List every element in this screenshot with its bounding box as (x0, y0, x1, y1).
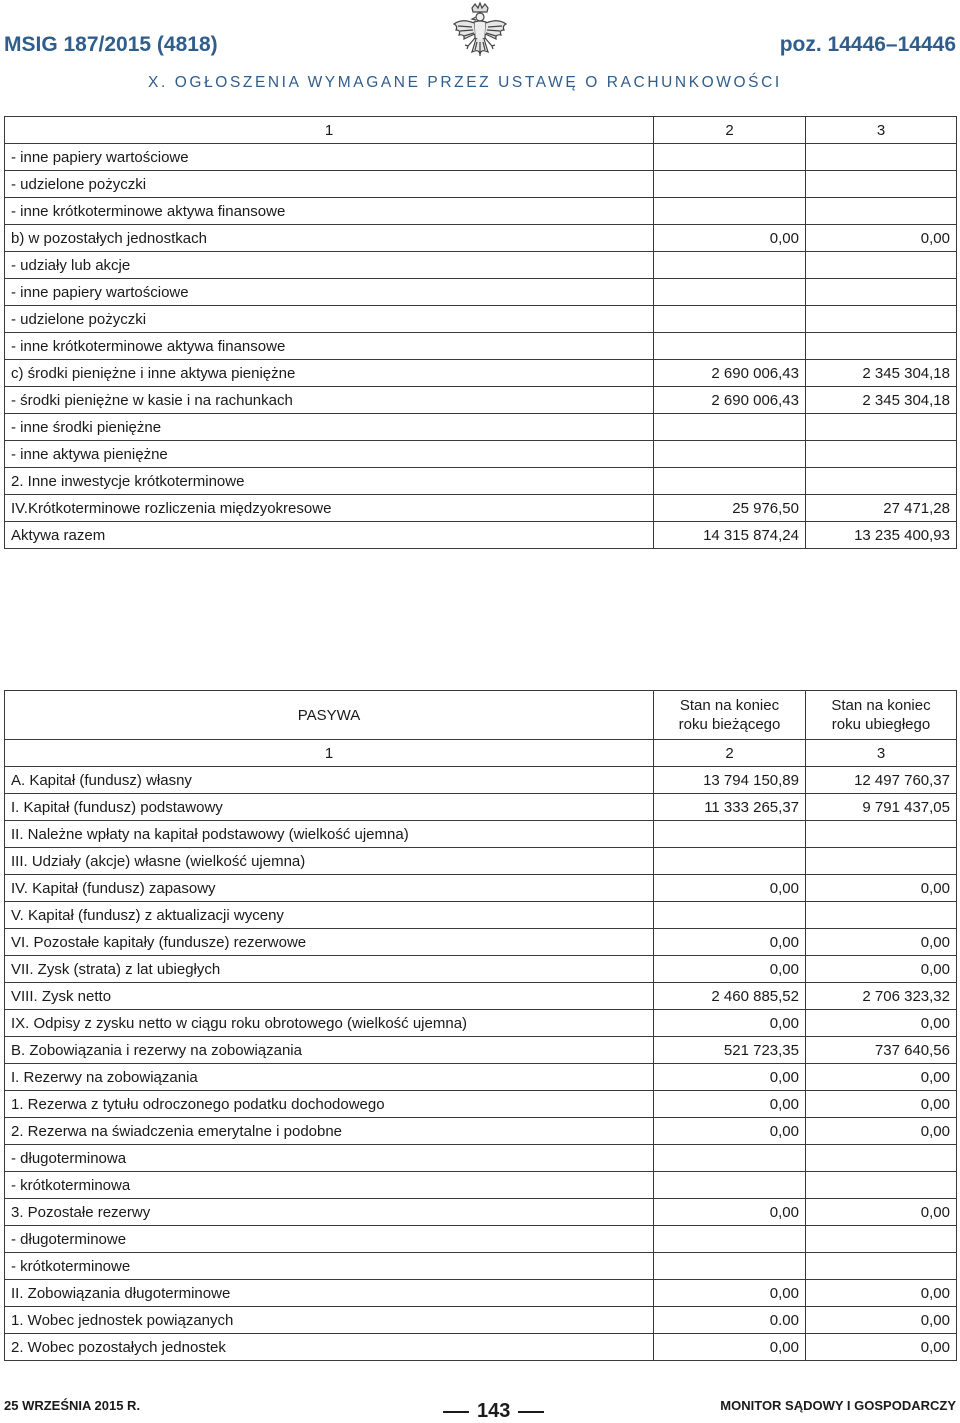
publication-name: MONITOR SĄDOWY I GOSPODARCZY (720, 1398, 956, 1413)
table-row (5, 1253, 957, 1280)
table-title: PASYWA (5, 691, 654, 740)
table-row (5, 414, 957, 441)
row-label: - inne papiery wartościowe (5, 144, 654, 171)
current-year-value (654, 306, 806, 333)
table-row (5, 1010, 957, 1037)
previous-year-value: 27 471,28 (806, 495, 957, 522)
current-year-value: 0.00 (654, 1307, 806, 1334)
table-row (5, 495, 957, 522)
previous-year-value: 0,00 (806, 1334, 957, 1361)
current-year-value (654, 1253, 806, 1280)
row-label: III. Udziały (akcje) własne (wielkość ujemna) (5, 848, 654, 875)
previous-year-value (806, 821, 957, 848)
table-header-row (5, 691, 957, 740)
row-label: - udziały lub akcje (5, 252, 654, 279)
row-label: 2. Wobec pozostałych jednostek (5, 1334, 654, 1361)
table-row (5, 875, 957, 902)
row-label: IX. Odpisy z zysku netto w ciągu roku obrotowego (wielkość ujemna) (5, 1010, 654, 1037)
table-row (5, 279, 957, 306)
current-year-value: 521 723,35 (654, 1037, 806, 1064)
row-label: 2. Rezerwa na świadczenia emerytalne i podobne (5, 1118, 654, 1145)
current-year-value (654, 1172, 806, 1199)
assets-table-body (5, 117, 957, 549)
previous-year-value: 737 640,56 (806, 1037, 957, 1064)
previous-year-value (806, 1253, 957, 1280)
previous-year-value: 2 706 323,32 (806, 983, 957, 1010)
table-row (5, 821, 957, 848)
table-row (5, 144, 957, 171)
row-label: b) w pozostałych jednostkach (5, 225, 654, 252)
previous-year-value (806, 171, 957, 198)
current-year-value: 13 794 150,89 (654, 767, 806, 794)
row-label: - inne aktywa pieniężne (5, 441, 654, 468)
previous-year-value (806, 333, 957, 360)
table-row (5, 1037, 957, 1064)
current-year-value (654, 144, 806, 171)
row-label: VI. Pozostałe kapitały (fundusze) rezerwowe (5, 929, 654, 956)
current-year-value (654, 848, 806, 875)
current-year-value (654, 1145, 806, 1172)
table-row (5, 1307, 957, 1334)
previous-year-value (806, 306, 957, 333)
current-year-value: 0,00 (654, 1280, 806, 1307)
table-row (5, 983, 957, 1010)
column-number: 2 (654, 740, 806, 767)
table-row (5, 306, 957, 333)
previous-year-value: 12 497 760,37 (806, 767, 957, 794)
header-line: roku ubiegłego (831, 716, 931, 733)
row-label: - środki pieniężne w kasie i na rachunkach (5, 387, 654, 414)
column-number: 2 (654, 117, 806, 144)
current-year-value (654, 1226, 806, 1253)
table-row (5, 1334, 957, 1361)
position-number: poz. 14446–14446 (779, 33, 956, 56)
row-label: - krótkoterminowa (5, 1172, 654, 1199)
polish-eagle-emblem-icon (450, 2, 510, 64)
table-row (5, 1172, 957, 1199)
row-label: Aktywa razem (5, 522, 654, 549)
previous-year-value (806, 848, 957, 875)
current-year-value: 0,00 (654, 1334, 806, 1361)
previous-year-value: 9 791 437,05 (806, 794, 957, 821)
table-row (5, 252, 957, 279)
previous-year-value: 0,00 (806, 1118, 957, 1145)
current-year-value (654, 279, 806, 306)
section-title: X. OGŁOSZENIA WYMAGANE PRZEZ USTAWĘ O RACHUNKOWOŚCI (148, 74, 782, 91)
row-label: A. Kapitał (fundusz) własny (5, 767, 654, 794)
assets-table (4, 116, 957, 549)
previous-year-value (806, 902, 957, 929)
liabilities-table (4, 690, 957, 1361)
current-year-value: 0,00 (654, 1118, 806, 1145)
current-year-value (654, 821, 806, 848)
table-row (5, 1091, 957, 1118)
row-label: - udzielone pożyczki (5, 306, 654, 333)
previous-year-value: 13 235 400,93 (806, 522, 957, 549)
column-number-row (5, 740, 957, 767)
current-year-value (654, 333, 806, 360)
liabilities-table-body (5, 691, 957, 1361)
journal-issue: MSIG 187/2015 (4818) (4, 33, 218, 56)
row-label: - długoterminowa (5, 1145, 654, 1172)
previous-year-value (806, 252, 957, 279)
table-row (5, 794, 957, 821)
current-year-value (654, 468, 806, 495)
row-label: II. Należne wpłaty na kapitał podstawowy (wielkość ujemna) (5, 821, 654, 848)
table-row (5, 1118, 957, 1145)
previous-year-value: 0,00 (806, 1010, 957, 1037)
previous-year-value: 0,00 (806, 875, 957, 902)
current-year-value: 0,00 (654, 929, 806, 956)
previous-year-value (806, 144, 957, 171)
row-label: IV. Kapitał (fundusz) zapasowy (5, 875, 654, 902)
previous-year-value (806, 279, 957, 306)
previous-year-value: 2 345 304,18 (806, 387, 957, 414)
table-row (5, 441, 957, 468)
current-year-value (654, 441, 806, 468)
previous-year-value: 0,00 (806, 929, 957, 956)
row-label: - inne krótkoterminowe aktywa finansowe (5, 333, 654, 360)
previous-year-value (806, 1172, 957, 1199)
page-number: 143 (435, 1400, 552, 1423)
table-row (5, 1064, 957, 1091)
row-label: VIII. Zysk netto (5, 983, 654, 1010)
previous-year-value: 2 345 304,18 (806, 360, 957, 387)
current-year-header (654, 691, 806, 740)
table-row (5, 902, 957, 929)
current-year-value (654, 414, 806, 441)
current-year-value (654, 171, 806, 198)
table-row (5, 522, 957, 549)
current-year-value: 0,00 (654, 956, 806, 983)
header-line: roku bieżącego (678, 716, 781, 733)
table-row (5, 1145, 957, 1172)
column-number: 1 (5, 117, 654, 144)
row-label: VII. Zysk (strata) z lat ubiegłych (5, 956, 654, 983)
row-label: - udzielone pożyczki (5, 171, 654, 198)
table-row (5, 767, 957, 794)
row-label: I. Rezerwy na zobowiązania (5, 1064, 654, 1091)
table-row (5, 333, 957, 360)
previous-year-value: 0,00 (806, 225, 957, 252)
current-year-value: 11 333 265,37 (654, 794, 806, 821)
issue-date: 25 WRZEŚNIA 2015 R. (4, 1398, 141, 1413)
table-row (5, 360, 957, 387)
row-label: 3. Pozostałe rezerwy (5, 1199, 654, 1226)
table-row (5, 1226, 957, 1253)
previous-year-value: 0,00 (806, 1307, 957, 1334)
column-number-row (5, 117, 957, 144)
current-year-value: 14 315 874,24 (654, 522, 806, 549)
table-row (5, 225, 957, 252)
row-label: - krótkoterminowe (5, 1253, 654, 1280)
previous-year-value (806, 414, 957, 441)
row-label: - inne krótkoterminowe aktywa finansowe (5, 198, 654, 225)
previous-year-value: 0,00 (806, 1091, 957, 1118)
previous-year-value (806, 1226, 957, 1253)
current-year-value: 2 460 885,52 (654, 983, 806, 1010)
current-year-value: 0,00 (654, 1064, 806, 1091)
current-year-value: 0,00 (654, 875, 806, 902)
current-year-value: 0,00 (654, 1010, 806, 1037)
previous-year-value: 0,00 (806, 956, 957, 983)
previous-year-value (806, 1145, 957, 1172)
previous-year-value (806, 468, 957, 495)
previous-year-value (806, 198, 957, 225)
row-label: 1. Rezerwa z tytułu odroczonego podatku dochodowego (5, 1091, 654, 1118)
row-label: c) środki pieniężne i inne aktywa pieniężne (5, 360, 654, 387)
row-label: I. Kapitał (fundusz) podstawowy (5, 794, 654, 821)
current-year-value: 2 690 006,43 (654, 360, 806, 387)
current-year-value (654, 252, 806, 279)
row-label: IV.Krótkoterminowe rozliczenia międzyokresowe (5, 495, 654, 522)
row-label: 1. Wobec jednostek powiązanych (5, 1307, 654, 1334)
row-label: II. Zobowiązania długoterminowe (5, 1280, 654, 1307)
table-row (5, 1280, 957, 1307)
table-row (5, 956, 957, 983)
current-year-value: 0,00 (654, 1091, 806, 1118)
header-line: Stan na koniec (831, 697, 931, 714)
current-year-value (654, 902, 806, 929)
row-label: 2. Inne inwestycje krótkoterminowe (5, 468, 654, 495)
table-row (5, 929, 957, 956)
row-label: B. Zobowiązania i rezerwy na zobowiązania (5, 1037, 654, 1064)
current-year-value: 25 976,50 (654, 495, 806, 522)
previous-year-value: 0,00 (806, 1064, 957, 1091)
current-year-value: 2 690 006,43 (654, 387, 806, 414)
row-label: V. Kapitał (fundusz) z aktualizacji wyceny (5, 902, 654, 929)
column-number: 3 (806, 740, 957, 767)
previous-year-header (806, 691, 957, 740)
table-row (5, 171, 957, 198)
current-year-value: 0,00 (654, 225, 806, 252)
table-row (5, 198, 957, 225)
table-row (5, 1199, 957, 1226)
row-label: - inne środki pieniężne (5, 414, 654, 441)
column-number: 1 (5, 740, 654, 767)
previous-year-value: 0,00 (806, 1199, 957, 1226)
current-year-value (654, 198, 806, 225)
previous-year-value (806, 441, 957, 468)
current-year-value: 0,00 (654, 1199, 806, 1226)
previous-year-value: 0,00 (806, 1280, 957, 1307)
header-line: Stan na koniec (679, 697, 780, 714)
row-label: - długoterminowe (5, 1226, 654, 1253)
table-row (5, 387, 957, 414)
table-row (5, 848, 957, 875)
column-number: 3 (806, 117, 957, 144)
table-row (5, 468, 957, 495)
row-label: - inne papiery wartościowe (5, 279, 654, 306)
